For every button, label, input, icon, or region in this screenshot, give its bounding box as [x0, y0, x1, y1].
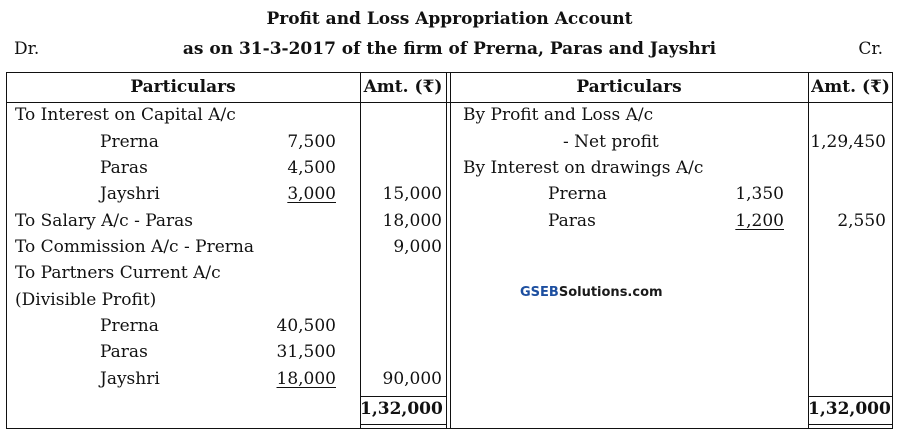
right-row-drawings-paras-value: 1,200	[735, 211, 784, 231]
watermark-text	[520, 285, 663, 300]
subtitle-line	[0, 39, 899, 61]
watermark-brand: GSEB	[520, 285, 559, 300]
right-row-drawings-paras-name: Paras	[548, 211, 596, 231]
left-row-profit-prerna-name: Prerna	[100, 316, 159, 336]
left-row-interest-on-capital: To Interest on Capital A/c	[15, 105, 236, 125]
left-row-profit-prerna-value: 40,500	[276, 316, 336, 336]
right-particulars-header: Particulars	[576, 77, 682, 97]
left-amount-header: Amt. (₹)	[363, 77, 443, 97]
left-row-capital-total: 15,000	[382, 184, 442, 204]
left-total-double-rule	[360, 424, 447, 425]
left-row-capital-jayshri-value: 3,000	[287, 184, 336, 204]
left-row-profit-paras-value: 31,500	[276, 342, 336, 362]
right-row-drawings-prerna-name: Prerna	[548, 184, 607, 204]
left-grand-total: 1,32,000	[360, 399, 443, 419]
right-grand-total: 1,32,000	[808, 399, 891, 419]
right-row-interest-on-drawings: By Interest on drawings A/c	[463, 158, 704, 178]
left-row-capital-prerna-name: Prerna	[100, 132, 159, 152]
left-row-capital-jayshri-name: Jayshri	[100, 184, 160, 204]
account-subtitle: as on 31-3-2017 of the firm of Prerna, Paras and Jayshri	[182, 39, 717, 59]
appropriation-ledger-table	[6, 72, 893, 432]
left-row-capital-prerna-value: 7,500	[287, 132, 336, 152]
left-row-profit-jayshri-name: Jayshri	[100, 369, 160, 389]
right-amount-header: Amt. (₹)	[811, 77, 890, 97]
watermark-domain: Solutions.com	[558, 285, 663, 300]
right-row-profit-and-loss: By Profit and Loss A/c	[463, 105, 654, 125]
left-row-capital-paras-name: Paras	[100, 158, 148, 178]
right-border	[892, 72, 893, 429]
right-row-net-profit: - Net profit	[563, 132, 659, 152]
left-row-commission: To Commission A/c - Prerna	[15, 237, 254, 257]
left-row-salary-amount: 18,000	[382, 211, 442, 231]
center-double-divider	[446, 72, 451, 429]
credit-label: Cr.	[858, 39, 883, 59]
right-total-double-rule	[808, 424, 893, 425]
left-row-profit-jayshri-value: 18,000	[276, 369, 336, 389]
left-row-current-account: To Partners Current A/c	[15, 263, 221, 283]
left-row-profit-paras-name: Paras	[100, 342, 148, 362]
account-title: Profit and Loss Appropriation Account	[266, 9, 633, 29]
left-row-divisible-profit: (Divisible Profit)	[15, 290, 157, 310]
left-particulars-header: Particulars	[130, 77, 236, 97]
right-row-net-profit-amount: 1,29,450	[810, 132, 886, 152]
right-amount-divider	[808, 72, 809, 429]
right-row-drawings-prerna-value: 1,350	[735, 184, 784, 204]
left-row-salary: To Salary A/c - Paras	[15, 211, 194, 231]
left-row-profit-total: 90,000	[382, 369, 442, 389]
left-border	[6, 72, 7, 429]
left-row-capital-paras-value: 4,500	[287, 158, 336, 178]
left-row-commission-amount: 9,000	[393, 237, 442, 257]
right-row-drawings-total: 2,550	[837, 211, 886, 231]
debit-label: Dr.	[14, 39, 40, 59]
